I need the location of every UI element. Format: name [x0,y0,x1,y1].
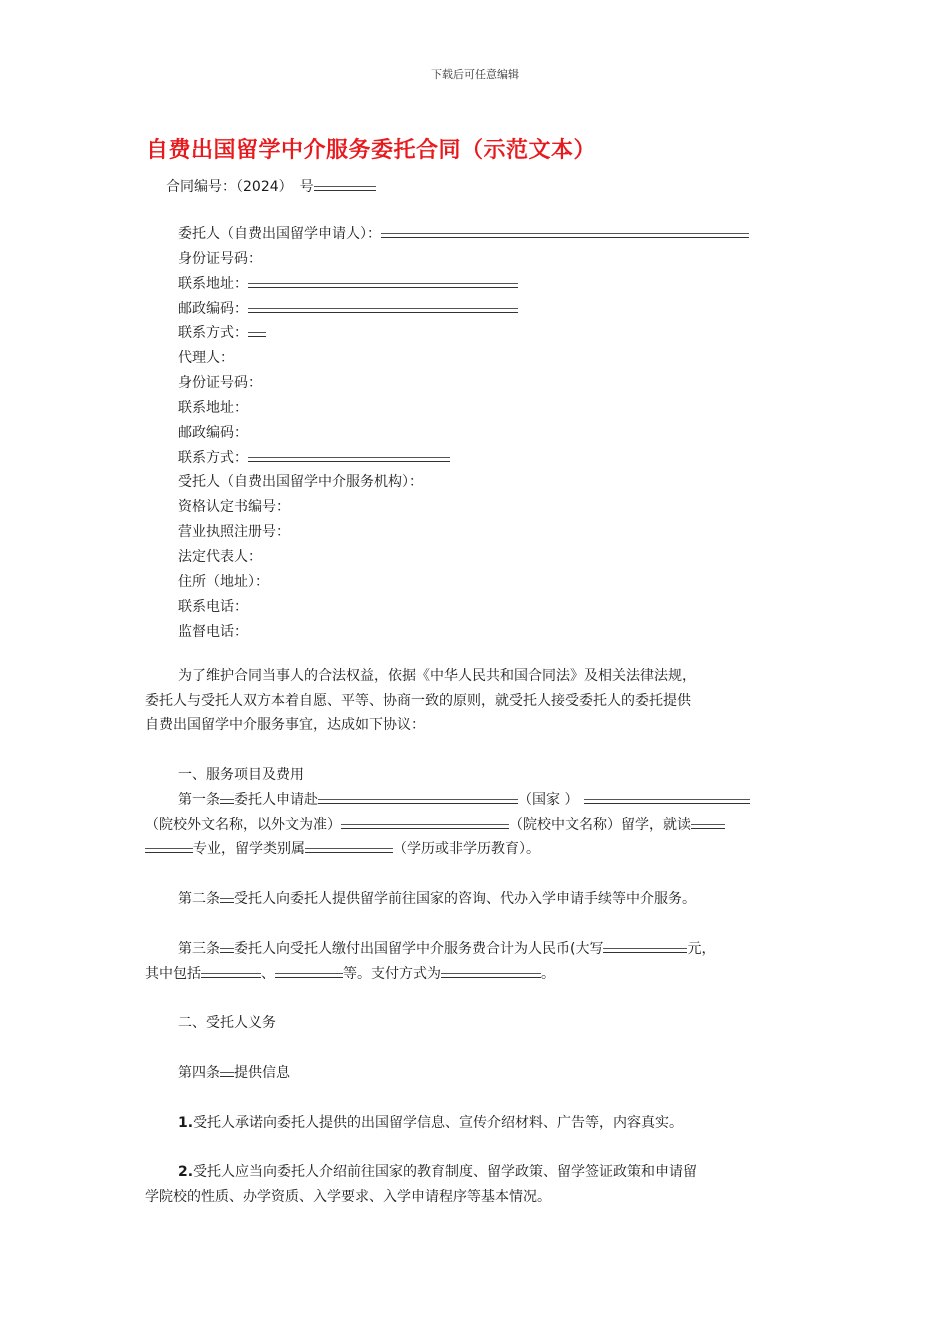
blank [220,791,234,804]
party-field-blank [248,324,266,337]
party-field-row [178,297,818,322]
school-foreign-name-blank [584,791,750,804]
fee-amount-blank [603,940,687,953]
party-field-row [178,470,818,495]
party-field-label: 身份证号码： [178,250,262,267]
contract-number-label: 合同编号：（2024） 号 [166,179,314,195]
party-field-label: 受托人（自费出国留学中介服务机构）： [178,474,423,491]
party-field-label: 住所（地址）： [178,573,269,590]
article-3-text: 其中包括 [145,965,201,982]
party-field-label: 联系方式： [178,449,248,466]
party-field-row [178,396,818,421]
item-1 [145,1111,805,1136]
party-field-blank [248,275,518,288]
major-blank [691,816,725,829]
header-note: 下载后可任意编辑 [431,68,519,81]
party-field-label: 代理人： [178,350,234,367]
item-2 [145,1160,805,1209]
party-field-label: 邮政编码： [178,424,248,441]
party-field-row [178,222,818,247]
article-3-text: 等。支付方式为 [343,965,441,982]
party-fields [178,222,818,644]
article-2-text: 受托人向委托人提供留学前往国家的咨询、代办入学申请手续等中介服务。 [234,891,696,907]
article-3-text: 元， [687,941,716,957]
article-1-text: （国家 ） [518,792,579,808]
article-4-number: 第四条 [178,1065,220,1081]
item-1-text: 受托人承诺向委托人提供的出国留学信息、宣传介绍材料、广告等，内容真实。 [193,1115,684,1131]
article-1-text: 委托人申请赴 [234,792,318,808]
party-field-label: 委托人（自费出国留学申请人）： [178,226,381,242]
preamble-line: 自费出国留学中介服务事宜，达成如下协议： [145,717,425,733]
article-1-number: 第一条 [178,792,220,808]
blank [220,890,234,903]
preamble-paragraph [145,664,805,738]
preamble-line: 委托人与受托人双方本着自愿、平等、协商一致的原则，就受托人接受委托人的委托提供 [145,692,691,709]
party-field-row [178,446,818,471]
item-2-line-2: 学院校的性质、办学资质、入学要求、入学申请程序等基本情况。 [145,1188,551,1205]
party-field-row [178,272,818,297]
party-field-label: 联系电话： [178,598,248,615]
article-2-number: 第二条 [178,891,220,907]
blank [220,1064,234,1077]
party-field-label: 资格认定书编号： [178,499,290,516]
article-1-text: 专业，留学类别属 [193,841,305,857]
article-3-line-1 [145,937,805,962]
item-2-number: 2. [178,1164,194,1180]
payment-method-blank [441,965,541,978]
article-1-line-1 [145,788,805,813]
party-field-row [178,520,818,545]
item-1-number: 1. [178,1115,194,1131]
fee-item-blank [201,965,261,978]
party-field-row [178,595,818,620]
item-2-line-1 [145,1160,805,1185]
article-1-line-3 [145,837,805,862]
article-3-text: 、 [261,965,275,982]
section-heading-obligations: 二、受托人义务 [178,1015,276,1031]
party-field-label: 法定代表人： [178,548,262,565]
section-heading-services: 一、服务项目及费用 [178,767,304,783]
country-blank [318,791,518,804]
major-blank [145,840,193,853]
article-1-text: （院校外文名称，以外文为准） [145,816,341,833]
party-field-label: 营业执照注册号： [178,524,290,541]
party-field-label: 身份证号码： [178,375,262,392]
article-1-text: （院校中文名称）留学，就读 [509,816,691,833]
article-4-text: 提供信息 [234,1065,290,1081]
party-field-row [178,371,818,396]
study-category-blank [305,840,393,853]
party-field-label: 联系地址： [178,399,248,416]
party-field-label: 联系方式： [178,325,248,342]
fee-item-blank [275,965,343,978]
party-field-row [178,570,818,595]
party-field-blank [248,300,518,313]
party-field-row [178,495,818,520]
article-1 [145,788,805,862]
party-field-blank [381,225,749,238]
article-2 [145,887,805,912]
party-field-row [178,247,818,272]
party-field-blank [248,449,450,462]
school-chinese-name-blank [341,816,509,829]
contract-number [166,176,376,196]
party-field-label: 联系地址： [178,275,248,292]
article-1-line-2 [145,813,805,838]
blank [220,940,234,953]
article-3-text: 。 [541,965,555,982]
article-1-text: （学历或非学历教育）。 [393,841,540,857]
article-3-line-2 [145,962,805,987]
party-field-row [178,620,818,645]
party-field-label: 邮政编码： [178,300,248,317]
article-3-number: 第三条 [178,941,220,957]
party-field-row [178,346,818,371]
party-field-row [178,321,818,346]
article-4 [145,1061,805,1086]
contract-number-blank [314,178,376,191]
article-3 [145,937,805,986]
party-field-label: 监督电话： [178,623,248,640]
item-2-text: 受托人应当向委托人介绍前往国家的教育制度、留学政策、留学签证政策和申请留 [193,1164,698,1180]
document-title: 自费出国留学中介服务委托合同（示范文本） [146,138,597,163]
party-field-row [178,421,818,446]
article-3-text: 委托人向受托人缴付出国留学中介服务费合计为人民币(大写 [234,941,604,957]
party-field-row [178,545,818,570]
preamble-line: 为了维护合同当事人的合法权益，依据《中华人民共和国合同法》及相关法律法规， [178,668,696,684]
